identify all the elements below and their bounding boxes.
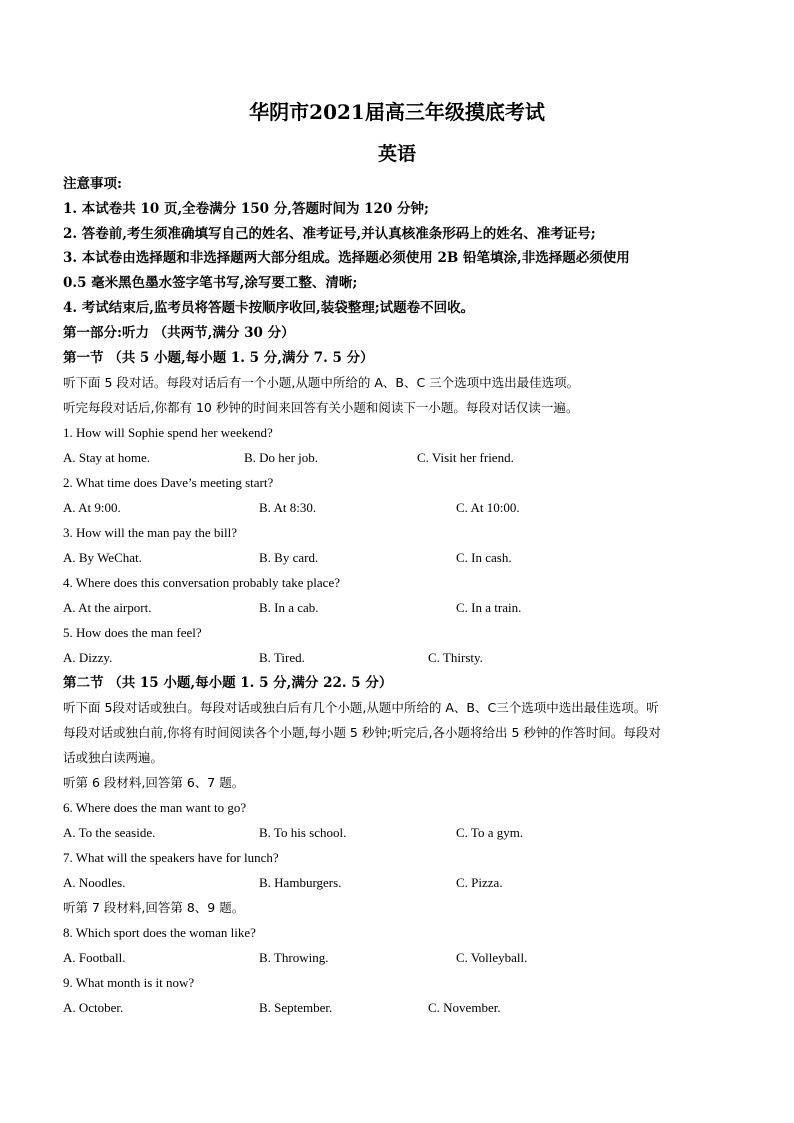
note-item: 0.5 毫米黑色墨水签字笔书写,涂写要工整、清晰; xyxy=(63,275,358,291)
option-b: B. At 8:30. xyxy=(259,500,317,515)
option-b: B. In a cab. xyxy=(259,600,319,615)
question: 3. How will the man pay the bill? xyxy=(63,525,238,540)
option-b: B. To his school. xyxy=(259,825,347,840)
question: 4. Where does this conversation probably take place? xyxy=(63,575,340,590)
note-item: 4. 考试结束后,监考员将答题卡按顺序收回,装袋整理;试题卷不回收。 xyxy=(63,300,475,316)
option-a: A. Football. xyxy=(63,950,126,965)
section-instruction: 话或独白读两遍。 xyxy=(63,750,164,765)
section-instruction: 听下面 5段对话或独白。每段对话或独白后有几个小题,从题中所给的 A、B、C三个选项中选出最佳选项。听 xyxy=(63,700,659,715)
note-item: 3. 本试卷由选择题和非选择题两大部分组成。选择题必须使用 2B 铅笔填涂,非选择题必须使用 xyxy=(63,250,630,266)
section-heading: 第一节 （共 5 小题,每小题 1. 5 分,满分 7. 5 分） xyxy=(63,350,374,366)
option-b: B. Throwing. xyxy=(259,950,329,965)
option-c: C. November. xyxy=(428,1000,501,1015)
option-a: A. Dizzy. xyxy=(63,650,113,665)
option-b: B. September. xyxy=(259,1000,333,1015)
option-c: C. Visit her friend. xyxy=(417,450,514,465)
option-c: C. At 10:00. xyxy=(456,500,520,515)
option-c: C. Pizza. xyxy=(456,875,503,890)
option-b: B. Tired. xyxy=(259,650,305,665)
question: 8. Which sport does the woman like? xyxy=(63,925,256,940)
question: 5. How does the man feel? xyxy=(63,625,202,640)
exam-subject: 英语 xyxy=(377,143,416,165)
section-instruction: 听完每段对话后,你都有 10 秒钟的时间来回答有关小题和阅读下一小题。每段对话仅读一遍。 xyxy=(63,400,579,415)
section-instruction: 每段对话或独白前,你将有时间阅读各个小题,每小题 5 秒钟;听完后,各小题将给出 5 秒钟的作答时间。每段对 xyxy=(63,725,661,740)
option-b: B. Hamburgers. xyxy=(259,875,342,890)
option-a: A. To the seaside. xyxy=(63,825,156,840)
question: 6. Where does the man want to go? xyxy=(63,800,247,815)
notes-heading: 注意事项: xyxy=(63,176,122,192)
option-a: A. Stay at home. xyxy=(63,450,151,465)
option-a: A. At the airport. xyxy=(63,600,152,615)
question: 7. What will the speakers have for lunch? xyxy=(63,850,279,865)
material-note: 听第 7 段材料,回答第 8、9 题。 xyxy=(63,900,245,915)
section-instruction: 听下面 5 段对话。每段对话后有一个小题,从题中所给的 A、B、C 三个选项中选出最佳选项。 xyxy=(63,375,580,390)
option-b: B. Do her job. xyxy=(244,450,319,465)
material-note: 听第 6 段材料,回答第 6、7 题。 xyxy=(63,775,245,790)
option-c: C. In a train. xyxy=(456,600,522,615)
note-item: 2. 答卷前,考生须准确填写自己的姓名、准考证号,并认真核准条形码上的姓名、准考证号; xyxy=(63,226,596,242)
option-c: C. Thirsty. xyxy=(428,650,483,665)
exam-title: 华阴市2021届高三年级摸底考试 xyxy=(249,100,545,124)
option-c: C. To a gym. xyxy=(456,825,524,840)
section-heading: 第二节 （共 15 小题,每小题 1. 5 分,满分 22. 5 分） xyxy=(63,675,393,691)
option-a: A. At 9:00. xyxy=(63,500,121,515)
question: 1. How will Sophie spend her weekend? xyxy=(63,425,273,440)
option-a: A. October. xyxy=(63,1000,124,1015)
question: 9. What month is it now? xyxy=(63,975,195,990)
question: 2. What time does Dave’s meeting start? xyxy=(63,475,274,490)
option-a: A. Noodles. xyxy=(63,875,126,890)
part-heading: 第一部分:听力 （共两节,满分 30 分） xyxy=(63,325,295,341)
option-c: C. In cash. xyxy=(456,550,512,565)
note-item: 1. 本试卷共 10 页,全卷满分 150 分,答题时间为 120 分钟; xyxy=(63,201,430,217)
option-b: B. By card. xyxy=(259,550,319,565)
option-c: C. Volleyball. xyxy=(456,950,528,965)
option-a: A. By WeChat. xyxy=(63,550,142,565)
